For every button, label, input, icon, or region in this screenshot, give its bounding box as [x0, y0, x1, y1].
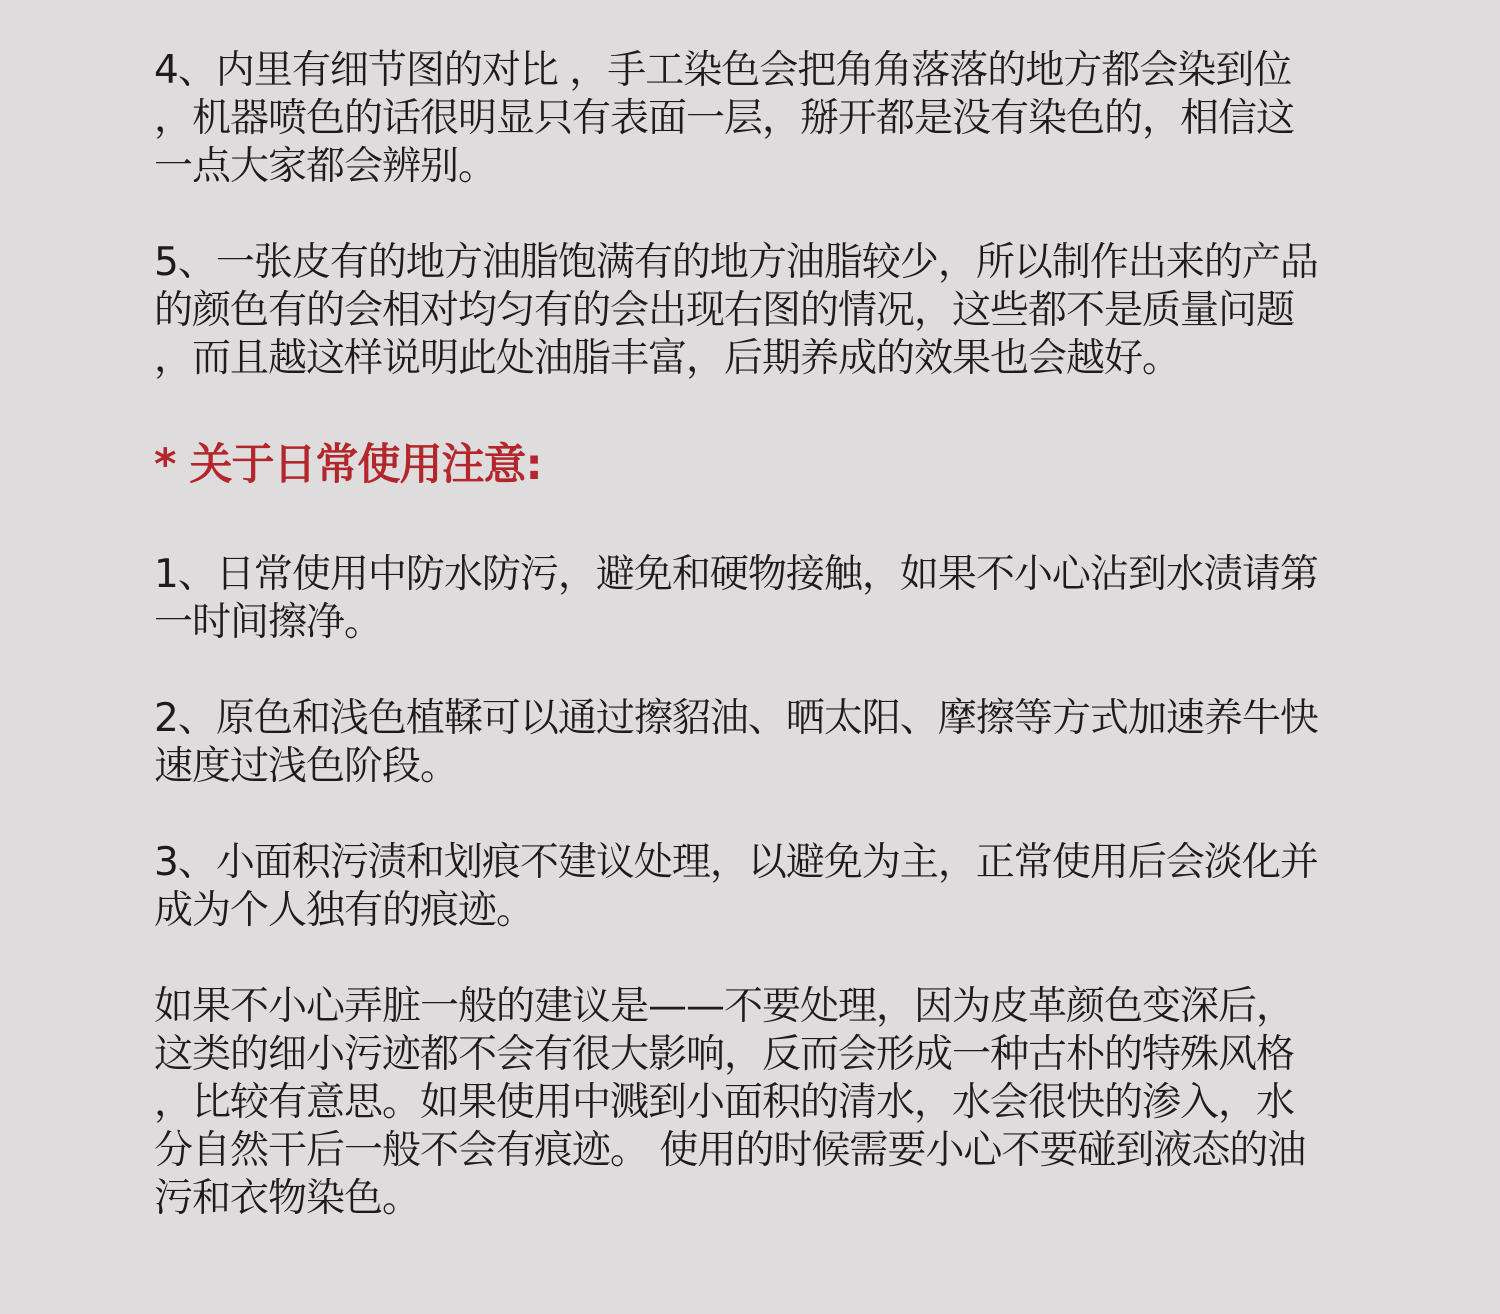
- text-line: 这类的细小污迹都不会有很大影响，反而会形成一种古朴的特殊风格: [154, 1032, 1295, 1077]
- text-line: 2、原色和浅色植鞣可以通过擦貂油、晒太阳、摩擦等方式加速养牛快: [154, 696, 1318, 741]
- paragraph-3-scratches: [154, 839, 1374, 935]
- text-line: 污和衣物染色。: [154, 1176, 421, 1221]
- text-line: 3、小面积污渍和划痕不建议处理，以避免为主，正常使用后会淡化并: [154, 840, 1318, 885]
- paragraph-2-light-leather: [154, 695, 1374, 791]
- text-line: 如果不小心弄脏一般的建议是——不要处理，因为皮革颜色变深后，: [154, 984, 1295, 1029]
- spacer: [154, 935, 1374, 983]
- section-heading-daily-use: * 关于日常使用注意:: [154, 440, 542, 490]
- text-line: 4、内里有细节图的对比 ，手工染色会把角角落落的地方都会染到位: [154, 48, 1292, 93]
- spacer: [154, 791, 1374, 839]
- text-line: 的颜色有的会相对均匀有的会出现右图的情况，这些都不是质量问题: [154, 288, 1295, 333]
- spacer: [154, 191, 1374, 239]
- text-line: 一时间擦净。: [154, 600, 383, 645]
- text-line: 5、一张皮有的地方油脂饱满有的地方油脂较少，所以制作出来的产品: [154, 240, 1318, 285]
- text-line: ，机器喷色的话很明显只有表面一层，掰开都是没有染色的，相信这: [154, 96, 1295, 141]
- paragraph-5-oil-distribution: [154, 239, 1374, 383]
- spacer: [154, 383, 1374, 437]
- spacer: [154, 647, 1374, 695]
- spacer: [154, 493, 1374, 551]
- text-line: ，比较有意思。如果使用中溅到小面积的清水，水会很快的渗入，水: [154, 1080, 1295, 1125]
- paragraph-4-inner-details: [154, 47, 1374, 191]
- paragraph-stain-advice: [154, 983, 1374, 1223]
- text-line: 分自然干后一般不会有痕迹。 使用的时候需要小心不要碰到液态的油: [154, 1128, 1306, 1173]
- text-line: 1、日常使用中防水防污，避免和硬物接触，如果不小心沾到水渍请第: [154, 552, 1318, 597]
- text-line: 速度过浅色阶段。: [154, 744, 459, 789]
- text-line: 一点大家都会辨别。: [154, 144, 497, 189]
- text-line: 成为个人独有的痕迹。: [154, 888, 535, 933]
- text-line: ，而且越这样说明此处油脂丰富，后期养成的效果也会越好。: [154, 336, 1181, 381]
- paragraph-1-waterproof: [154, 551, 1374, 647]
